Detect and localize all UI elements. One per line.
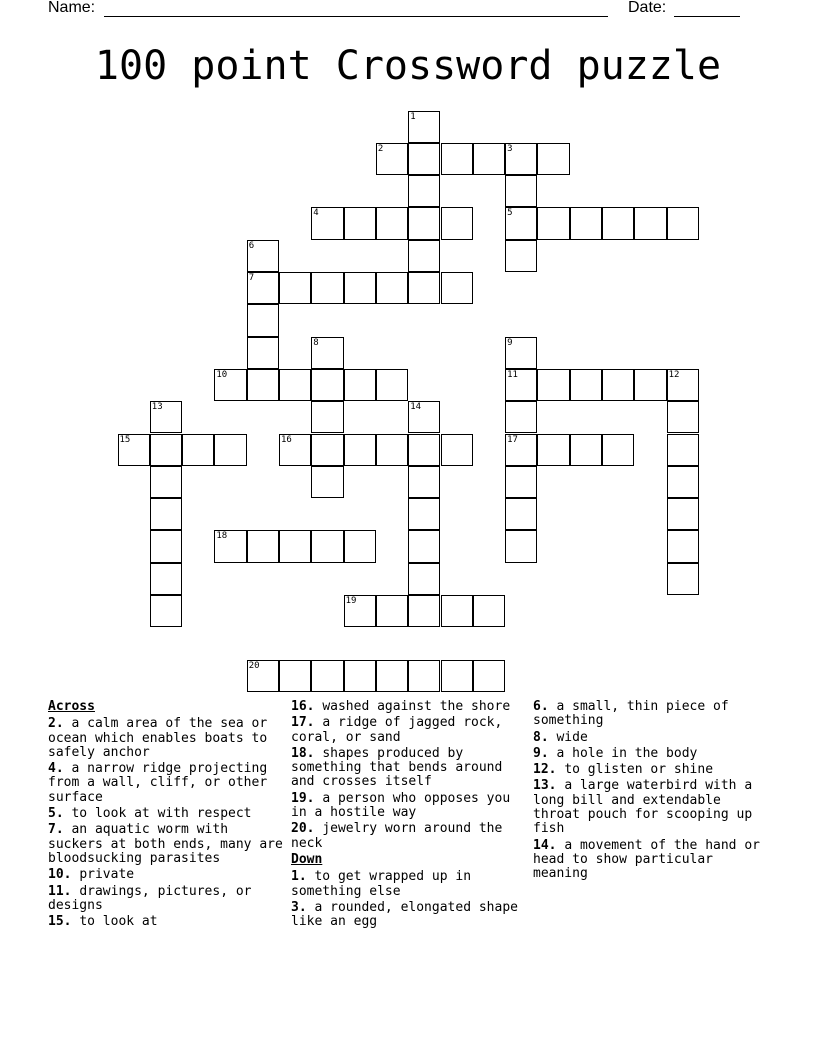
clue-text: a person who opposes you in a hostile way [291, 790, 511, 821]
clue-number: 1. [291, 869, 307, 885]
clue-text: wide [556, 729, 588, 745]
clue-text: a narrow ridge projecting from a wall, cliff, or other surface [48, 761, 268, 805]
grid-cell[interactable] [408, 563, 440, 595]
grid-cell[interactable] [247, 304, 279, 336]
clue-number: 2. [48, 716, 64, 732]
clue-number: 20. [291, 821, 315, 837]
grid-cell[interactable] [247, 530, 279, 562]
grid-cell[interactable] [441, 272, 473, 304]
grid-cell[interactable] [150, 563, 182, 595]
grid-cell[interactable] [408, 111, 440, 143]
grid-cell[interactable] [408, 207, 440, 239]
clue-number: 17. [291, 715, 315, 731]
grid-cell[interactable] [537, 143, 569, 175]
across-clue [48, 762, 284, 805]
cell-number: 13 [151, 402, 163, 413]
grid-cell[interactable] [441, 143, 473, 175]
grid-cell[interactable] [150, 595, 182, 627]
cell-number: 17 [507, 434, 518, 445]
grid-cell[interactable] [570, 434, 602, 466]
clue-number: 12. [533, 762, 557, 778]
grid-cell[interactable] [441, 595, 473, 627]
grid-cell[interactable] [570, 207, 602, 239]
clue-number: 16. [291, 699, 315, 714]
cell-number: 8 [313, 337, 319, 348]
down-clue [291, 870, 519, 899]
grid-cell[interactable] [667, 401, 699, 433]
grid-cell[interactable] [344, 595, 376, 627]
clue-text: a hole in the body [556, 745, 698, 761]
grid-cell[interactable] [376, 660, 408, 692]
clue-number: 19. [291, 790, 315, 806]
grid-cell[interactable] [408, 466, 440, 498]
page-title: 100 point Crossword puzzle [94, 43, 722, 89]
grid-cell[interactable] [150, 434, 182, 466]
across-clue [48, 868, 284, 882]
clue-text: a calm area of the sea or ocean which enables boats to safely anchor [48, 716, 268, 760]
grid-cell[interactable] [279, 530, 311, 562]
grid-cell[interactable] [376, 369, 408, 401]
clue-text: a large waterbird with a long bill and extendable throat pouch for scooping up fish [533, 778, 753, 837]
down-clue [533, 763, 773, 777]
across-clue [291, 792, 519, 821]
grid-cell[interactable] [473, 660, 505, 692]
grid-cell[interactable] [602, 207, 634, 239]
grid-cell[interactable] [150, 466, 182, 498]
grid-cell[interactable] [344, 272, 376, 304]
grid-cell[interactable] [344, 369, 376, 401]
grid-cell[interactable] [505, 466, 537, 498]
grid-cell[interactable] [441, 660, 473, 692]
cell-number: 4 [313, 208, 319, 219]
grid-cell[interactable] [505, 143, 537, 175]
grid-cell[interactable] [247, 337, 279, 369]
grid-cell[interactable] [311, 434, 343, 466]
grid-cell[interactable] [311, 466, 343, 498]
grid-cell[interactable] [408, 240, 440, 272]
clue-text: a movement of the hand or head to show particular meaning [533, 837, 760, 882]
clue-text: an aquatic worm with suckers at both ends, many are bloodsucking parasites [48, 822, 283, 866]
grid-cell[interactable] [408, 272, 440, 304]
clue-text: drawings, pictures, or designs [48, 883, 252, 913]
cell-number: 2 [377, 143, 384, 154]
grid-cell[interactable] [247, 272, 279, 304]
grid-cell[interactable] [570, 369, 602, 401]
cell-number: 14 [410, 402, 422, 413]
grid-cell[interactable] [279, 272, 311, 304]
grid-cell[interactable] [473, 595, 505, 627]
grid-cell[interactable] [505, 175, 537, 207]
grid-cell[interactable] [408, 530, 440, 562]
grid-cell[interactable] [344, 434, 376, 466]
grid-cell[interactable] [667, 466, 699, 498]
grid-cell[interactable] [634, 207, 666, 239]
cell-number: 9 [507, 337, 513, 348]
grid-cell[interactable] [376, 143, 408, 175]
grid-cell[interactable] [667, 530, 699, 562]
grid-cell[interactable] [247, 240, 279, 272]
cell-number: 12 [668, 369, 680, 380]
date-label: Date: [628, 0, 667, 16]
cell-number: 7 [248, 273, 255, 283]
grid-cell[interactable] [408, 143, 440, 175]
down-clue [533, 731, 773, 745]
grid-cell[interactable] [408, 434, 440, 466]
grid-cell[interactable] [279, 369, 311, 401]
grid-cell[interactable] [376, 272, 408, 304]
grid-cell[interactable] [247, 660, 279, 692]
clue-text: to get wrapped up in something else [291, 869, 472, 899]
clue-text: to glisten or shine [564, 762, 714, 778]
across-clue [48, 807, 284, 821]
clue-column-2 [291, 700, 519, 931]
grid-cell[interactable] [505, 207, 537, 239]
grid-cell[interactable] [634, 369, 666, 401]
across-clue [48, 823, 284, 866]
across-clue [291, 716, 519, 745]
grid-cell[interactable] [602, 434, 634, 466]
clue-column-3 [533, 700, 773, 884]
grid-cell[interactable] [441, 207, 473, 239]
clue-text: a small, thin piece of something [533, 699, 729, 729]
grid-cell[interactable] [473, 143, 505, 175]
across-clue [291, 747, 519, 790]
clue-text: washed against the shore [322, 699, 511, 714]
across-clue [48, 717, 284, 760]
clue-text: a ridge of jagged rock, coral, or sand [291, 715, 503, 745]
grid-cell[interactable] [505, 434, 537, 466]
cell-number: 3 [507, 143, 513, 154]
grid-cell[interactable] [214, 369, 246, 401]
down-clue [291, 901, 519, 930]
clue-number: 3. [291, 899, 307, 915]
clue-number: 10. [48, 867, 72, 883]
grid-cell[interactable] [150, 498, 182, 530]
grid-cell[interactable] [376, 595, 408, 627]
grid-cell[interactable] [505, 337, 537, 369]
grid-cell[interactable] [182, 434, 214, 466]
grid-cell[interactable] [537, 369, 569, 401]
cell-number: 11 [507, 369, 518, 380]
grid-cell[interactable] [311, 660, 343, 692]
clue-text: shapes produced by something that bends around and crosses itself [291, 745, 503, 790]
down-clue [533, 700, 773, 729]
grid-cell[interactable] [667, 498, 699, 530]
grid-cell[interactable] [118, 434, 150, 466]
clue-column-1 [48, 700, 284, 931]
grid-cell[interactable] [311, 207, 343, 239]
grid-cell[interactable] [344, 660, 376, 692]
grid-cell[interactable] [214, 530, 246, 562]
clue-number: 5. [48, 806, 64, 822]
clue-text: jewelry worn around the neck [291, 821, 503, 851]
grid-cell[interactable] [376, 434, 408, 466]
name-label: Name: [48, 0, 96, 16]
cell-number: 6 [248, 240, 255, 251]
grid-cell[interactable] [376, 207, 408, 239]
grid-cell[interactable] [408, 401, 440, 433]
cell-number: 10 [216, 369, 228, 380]
grid-cell[interactable] [150, 401, 182, 433]
cell-number: 18 [216, 531, 228, 542]
grid-cell[interactable] [667, 369, 699, 401]
grid-cell[interactable] [505, 369, 537, 401]
clue-number: 18. [291, 745, 315, 761]
clue-number: 8. [533, 729, 549, 745]
grid-cell[interactable] [344, 530, 376, 562]
grid-cell[interactable] [408, 498, 440, 530]
cell-number: 16 [281, 434, 292, 445]
grid-cell[interactable] [602, 369, 634, 401]
across-clue [291, 822, 519, 851]
clue-number: 14. [533, 837, 557, 853]
clue-number: 4. [48, 761, 64, 777]
grid-cell[interactable] [408, 595, 440, 627]
grid-cell[interactable] [505, 530, 537, 562]
grid-cell[interactable] [311, 401, 343, 433]
grid-cell[interactable] [505, 401, 537, 433]
grid-cell[interactable] [408, 175, 440, 207]
across-heading: Across [48, 699, 95, 714]
clue-text: to look at [79, 914, 158, 930]
across-clue [291, 700, 519, 714]
clue-number: 15. [48, 914, 72, 930]
grid-cell[interactable] [279, 660, 311, 692]
grid-cell[interactable] [505, 240, 537, 272]
grid-cell[interactable] [505, 498, 537, 530]
down-heading: Down [291, 851, 323, 867]
cell-number: 1 [410, 111, 416, 122]
cell-number: 5 [507, 208, 513, 219]
grid-cell[interactable] [667, 434, 699, 466]
grid-cell[interactable] [311, 337, 343, 369]
down-clue [533, 747, 773, 761]
grid-cell[interactable] [150, 530, 182, 562]
clue-text: to look at with respect [71, 806, 252, 822]
grid-cell[interactable] [667, 207, 699, 239]
clue-number: 7. [48, 822, 64, 838]
grid-cell[interactable] [441, 434, 473, 466]
clue-text: private [79, 867, 135, 883]
grid-cell[interactable] [247, 369, 279, 401]
clue-number: 6. [533, 699, 549, 714]
grid-cell[interactable] [344, 207, 376, 239]
grid-cell[interactable] [667, 563, 699, 595]
grid-cell[interactable] [311, 530, 343, 562]
down-clue [533, 839, 773, 882]
grid-cell[interactable] [537, 434, 569, 466]
down-clue [533, 779, 773, 836]
across-clue [48, 915, 284, 929]
cell-number: 20 [248, 660, 260, 671]
grid-cell[interactable] [311, 272, 343, 304]
clue-number: 13. [533, 778, 557, 794]
across-clue [48, 885, 284, 914]
cell-number: 19 [345, 596, 357, 606]
clue-number: 9. [533, 745, 549, 761]
cell-number: 15 [119, 434, 131, 445]
grid-cell[interactable] [279, 434, 311, 466]
clue-number: 11. [48, 883, 72, 899]
grid-cell[interactable] [408, 660, 440, 692]
grid-cell[interactable] [311, 369, 343, 401]
clue-text: a rounded, elongated shape like an egg [291, 899, 518, 930]
grid-cell[interactable] [537, 207, 569, 239]
grid-cell[interactable] [214, 434, 246, 466]
